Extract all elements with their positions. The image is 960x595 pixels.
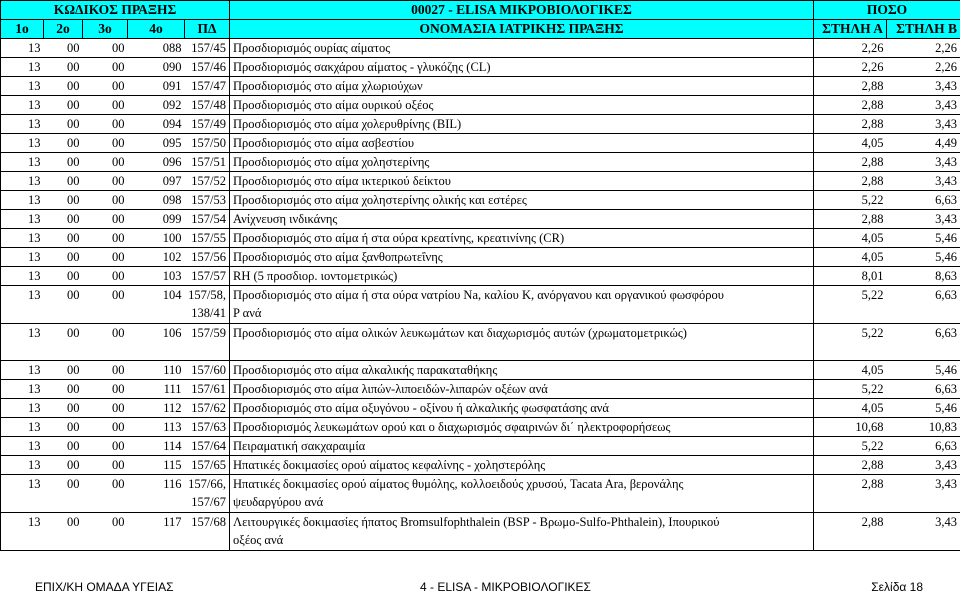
amount-col-b: 10,83 xyxy=(887,418,960,437)
code-part-4: 104 xyxy=(128,286,185,324)
amount-col-b: 6,63 xyxy=(887,286,960,324)
pd-code-line-2: 157/67 xyxy=(191,495,227,509)
amount-col-b: 5,46 xyxy=(887,229,960,248)
code-part-1: 13 xyxy=(1,191,44,210)
amount-col-b: 3,43 xyxy=(887,210,960,229)
code-part-4: 088 xyxy=(128,39,185,58)
code-part-1: 13 xyxy=(1,399,44,418)
pd-code: 157/54 xyxy=(185,210,230,229)
amount-col-b: 3,43 xyxy=(887,77,960,96)
procedure-name-line-2: P ανά xyxy=(233,306,262,320)
code-part-3: 00 xyxy=(83,475,128,513)
procedure-name: Προσδιορισμός στο αίμα ικτερικού δείκτου xyxy=(230,172,814,191)
amount-col-b: 6,63 xyxy=(887,437,960,456)
procedure-name xyxy=(230,475,814,513)
table-row xyxy=(1,115,960,134)
code-part-2: 00 xyxy=(44,399,83,418)
code-part-2: 00 xyxy=(44,380,83,399)
procedure-name xyxy=(230,513,814,551)
col1-header: 1ο xyxy=(1,20,44,39)
amount-col-a: 2,88 xyxy=(814,456,887,475)
col-a-header: ΣΤΗΛΗ Α xyxy=(814,20,887,39)
code-part-4: 099 xyxy=(128,210,185,229)
code-part-4: 112 xyxy=(128,399,185,418)
code-part-2: 00 xyxy=(44,39,83,58)
pd-code: 157/64 xyxy=(185,437,230,456)
code-part-4: 113 xyxy=(128,418,185,437)
table-row xyxy=(1,134,960,153)
code-part-2: 00 xyxy=(44,210,83,229)
amount-col-b: 3,43 xyxy=(887,513,960,551)
pd-code: 157/65 xyxy=(185,456,230,475)
code-part-3: 00 xyxy=(83,115,128,134)
amount-col-a: 5,22 xyxy=(814,286,887,324)
code-part-2: 00 xyxy=(44,456,83,475)
code-part-3: 00 xyxy=(83,361,128,380)
code-part-3: 00 xyxy=(83,210,128,229)
code-part-3: 00 xyxy=(83,418,128,437)
page-footer xyxy=(0,580,960,595)
amount-col-a: 2,88 xyxy=(814,475,887,513)
procedure-name: Προσδιορισμός στο αίμα χλωριούχων xyxy=(230,77,814,96)
table-row xyxy=(1,399,960,418)
code-part-3: 00 xyxy=(83,58,128,77)
amount-col-b: 3,43 xyxy=(887,172,960,191)
amount-col-a: 4,05 xyxy=(814,229,887,248)
amount-col-a: 2,26 xyxy=(814,58,887,77)
table-row xyxy=(1,286,960,324)
pd-code: 157/59 xyxy=(185,324,230,361)
code-part-3: 00 xyxy=(83,39,128,58)
table-row xyxy=(1,361,960,380)
code-part-4: 116 xyxy=(128,475,185,513)
amount-col-b: 2,26 xyxy=(887,58,960,77)
col2-header: 2ο xyxy=(44,20,83,39)
code-part-1: 13 xyxy=(1,115,44,134)
pd-code: 157/61 xyxy=(185,380,230,399)
pd-code: 157/51 xyxy=(185,153,230,172)
code-part-4: 111 xyxy=(128,380,185,399)
code-part-2: 00 xyxy=(44,58,83,77)
table-row xyxy=(1,153,960,172)
col3-header: 3ο xyxy=(83,20,128,39)
code-part-2: 00 xyxy=(44,286,83,324)
procedure-name: RH (5 προσδιορ. ιοντομετρικώς) xyxy=(230,267,814,286)
table-row xyxy=(1,58,960,77)
pd-code: 157/60 xyxy=(185,361,230,380)
code-part-2: 00 xyxy=(44,437,83,456)
code-part-1: 13 xyxy=(1,229,44,248)
procedure-name: Προσδιορισμός στο αίμα ουρικού οξέος xyxy=(230,96,814,115)
code-part-4: 115 xyxy=(128,456,185,475)
code-part-2: 00 xyxy=(44,115,83,134)
amount-col-b: 8,63 xyxy=(887,267,960,286)
amount-col-b: 4,49 xyxy=(887,134,960,153)
code-part-4: 103 xyxy=(128,267,185,286)
code-part-1: 13 xyxy=(1,286,44,324)
footer-group: ΕΠΙΧ/ΚΗ ΟΜΑΔΑ ΥΓΕΙΑΣ xyxy=(35,580,174,594)
procedure-name: Προσδιορισμός στο αίμα χολερυθρίνης (BIL) xyxy=(230,115,814,134)
pd-code xyxy=(185,286,230,324)
code-part-4: 098 xyxy=(128,191,185,210)
table-row xyxy=(1,191,960,210)
procedure-name-line-1: Λειτουργικές δοκιμασίες ήπατος Bromsulfophthalein (BSP - Βρωμο-Sulfo-Phthalein), Ιπουρικού xyxy=(233,515,720,529)
amount-col-a: 4,05 xyxy=(814,399,887,418)
pd-code-line-1: 157/66, xyxy=(188,477,227,491)
amount-col-b: 3,43 xyxy=(887,153,960,172)
pd-header: ΠΔ xyxy=(185,20,230,39)
code-part-2: 00 xyxy=(44,513,83,551)
code-part-3: 00 xyxy=(83,153,128,172)
code-part-3: 00 xyxy=(83,229,128,248)
col-b-header: ΣΤΗΛΗ Β xyxy=(887,20,960,39)
table-row xyxy=(1,210,960,229)
pd-code: 157/48 xyxy=(185,96,230,115)
procedure-name-line-2: οξέος ανά xyxy=(233,533,284,547)
code-part-1: 13 xyxy=(1,418,44,437)
code-part-3: 00 xyxy=(83,77,128,96)
footer-page-number: Σελίδα 18 xyxy=(871,580,923,594)
procedure-name: Ανίχνευση ινδικάνης xyxy=(230,210,814,229)
code-part-2: 00 xyxy=(44,191,83,210)
procedure-name-line-2: ψευδαργύρου ανά xyxy=(233,495,324,509)
table-row xyxy=(1,229,960,248)
amount-col-b: 5,46 xyxy=(887,248,960,267)
amount-col-a: 2,88 xyxy=(814,77,887,96)
procedure-name: Προσδιορισμός στο αίμα χοληστερίνης xyxy=(230,153,814,172)
table-row xyxy=(1,418,960,437)
code-part-2: 00 xyxy=(44,96,83,115)
table-row xyxy=(1,513,960,551)
footer-category: 4 - ELISA - ΜΙΚΡΟΒΙΟΛΟΓΙΚΕΣ xyxy=(420,580,591,594)
amount-col-b: 3,43 xyxy=(887,456,960,475)
table-row xyxy=(1,267,960,286)
procedure-name: Προσδιορισμός στο αίμα ολικών λευκωμάτων και διαχωρισμός αυτών (χρωματομετρικώς) xyxy=(230,324,814,361)
table-row xyxy=(1,380,960,399)
code-part-1: 13 xyxy=(1,267,44,286)
amount-col-b: 6,63 xyxy=(887,324,960,361)
amount-col-a: 5,22 xyxy=(814,380,887,399)
code-part-1: 13 xyxy=(1,475,44,513)
code-part-4: 117 xyxy=(128,513,185,551)
code-header: ΚΩΔΙΚΟΣ ΠΡΑΞΗΣ xyxy=(1,1,230,20)
procedure-name: Πειραματική σακχαραιμία xyxy=(230,437,814,456)
table-row xyxy=(1,248,960,267)
procedure-name: Ηπατικές δοκιμασίες ορού αίματος κεφαλίνης - χοληστερόλης xyxy=(230,456,814,475)
pd-code: 157/52 xyxy=(185,172,230,191)
code-part-2: 00 xyxy=(44,248,83,267)
code-part-4: 114 xyxy=(128,437,185,456)
code-part-1: 13 xyxy=(1,153,44,172)
code-part-4: 110 xyxy=(128,361,185,380)
code-part-2: 00 xyxy=(44,153,83,172)
procedure-name: Προσδιορισμός στο αίμα χοληστερίνης ολικής και εστέρες xyxy=(230,191,814,210)
code-part-2: 00 xyxy=(44,418,83,437)
code-part-3: 00 xyxy=(83,191,128,210)
table-row xyxy=(1,77,960,96)
procedure-name: Προσδιορισμός σακχάρου αίματος - γλυκόζης (CL) xyxy=(230,58,814,77)
table-row xyxy=(1,437,960,456)
code-part-3: 00 xyxy=(83,324,128,361)
procedure-name xyxy=(230,286,814,324)
code-part-1: 13 xyxy=(1,39,44,58)
amount-col-a: 4,05 xyxy=(814,248,887,267)
code-part-1: 13 xyxy=(1,324,44,361)
amount-col-a: 4,05 xyxy=(814,134,887,153)
code-part-1: 13 xyxy=(1,172,44,191)
code-part-3: 00 xyxy=(83,172,128,191)
table-row xyxy=(1,475,960,513)
amount-col-a: 2,88 xyxy=(814,96,887,115)
amount-col-b: 5,46 xyxy=(887,361,960,380)
pd-code-line-1: 157/58, xyxy=(188,288,227,302)
code-part-4: 092 xyxy=(128,96,185,115)
code-part-2: 00 xyxy=(44,229,83,248)
table-row xyxy=(1,39,960,58)
code-part-3: 00 xyxy=(83,134,128,153)
amount-col-b: 2,26 xyxy=(887,39,960,58)
procedure-name: Προσδιορισμός στο αίμα ή στα ούρα κρεατίνης, κρεατινίνης (CR) xyxy=(230,229,814,248)
table-row xyxy=(1,456,960,475)
amount-col-b: 5,46 xyxy=(887,399,960,418)
procedure-name: Προσδιορισμός στο αίμα οξυγόνου - οξίνου ή αλκαλικής φωσφατάσης ανά xyxy=(230,399,814,418)
amount-col-a: 2,88 xyxy=(814,115,887,134)
pd-code: 157/55 xyxy=(185,229,230,248)
code-part-4: 091 xyxy=(128,77,185,96)
code-part-3: 00 xyxy=(83,286,128,324)
code-part-3: 00 xyxy=(83,513,128,551)
pd-code: 157/50 xyxy=(185,134,230,153)
code-part-3: 00 xyxy=(83,456,128,475)
pd-code: 157/57 xyxy=(185,267,230,286)
procedure-name-line-1: Ηπατικές δοκιμασίες ορού αίματος θυμόλης, κολλοειδούς χρυσού, Tacata Ara, βερονάλης xyxy=(233,477,684,491)
header-row-2 xyxy=(1,20,960,39)
code-part-1: 13 xyxy=(1,134,44,153)
code-part-1: 13 xyxy=(1,210,44,229)
procedure-name: Προσδιορισμός στο αίμα αλκαλικής παρακαταθήκης xyxy=(230,361,814,380)
table-row xyxy=(1,96,960,115)
procedure-name-line-1: Προσδιορισμός στο αίμα ή στα ούρα νατρίου Na, καλίου K, ανόργανου και οργανικού φωσφόρου xyxy=(233,288,724,302)
table-row xyxy=(1,172,960,191)
code-part-1: 13 xyxy=(1,456,44,475)
amount-col-b: 3,43 xyxy=(887,115,960,134)
pd-code: 157/56 xyxy=(185,248,230,267)
code-part-2: 00 xyxy=(44,475,83,513)
code-part-3: 00 xyxy=(83,380,128,399)
amount-col-a: 2,88 xyxy=(814,153,887,172)
code-part-4: 106 xyxy=(128,324,185,361)
code-part-3: 00 xyxy=(83,267,128,286)
amount-col-b: 6,63 xyxy=(887,191,960,210)
procedure-name: Προσδιορισμός στο αίμα ξανθοπρωτεΐνης xyxy=(230,248,814,267)
pd-code: 157/46 xyxy=(185,58,230,77)
amount-col-a: 4,05 xyxy=(814,361,887,380)
procedure-name: Προσδιορισμός στο αίμα ασβεστίου xyxy=(230,134,814,153)
pd-code: 157/45 xyxy=(185,39,230,58)
header-row-1 xyxy=(1,1,960,20)
pd-code: 157/68 xyxy=(185,513,230,551)
amount-col-a: 5,22 xyxy=(814,437,887,456)
amount-col-b: 3,43 xyxy=(887,96,960,115)
code-part-2: 00 xyxy=(44,361,83,380)
amount-col-b: 3,43 xyxy=(887,475,960,513)
code-part-2: 00 xyxy=(44,77,83,96)
pd-code: 157/62 xyxy=(185,399,230,418)
name-header: ΟΝΟΜΑΣΙΑ ΙΑΤΡΙΚΗΣ ΠΡΑΞΗΣ xyxy=(230,20,814,39)
code-part-1: 13 xyxy=(1,248,44,267)
code-part-1: 13 xyxy=(1,58,44,77)
pd-code: 157/53 xyxy=(185,191,230,210)
code-part-3: 00 xyxy=(83,96,128,115)
category-header: 00027 - ELISA ΜΙΚΡΟΒΙΟΛΟΓΙΚΕΣ xyxy=(230,1,814,20)
code-part-1: 13 xyxy=(1,361,44,380)
code-part-1: 13 xyxy=(1,77,44,96)
code-part-1: 13 xyxy=(1,437,44,456)
pd-code: 157/63 xyxy=(185,418,230,437)
code-part-1: 13 xyxy=(1,513,44,551)
code-part-3: 00 xyxy=(83,437,128,456)
pd-code xyxy=(185,475,230,513)
code-part-3: 00 xyxy=(83,248,128,267)
code-part-4: 100 xyxy=(128,229,185,248)
pd-code: 157/49 xyxy=(185,115,230,134)
col4-header: 4ο xyxy=(128,20,185,39)
amount-col-a: 10,68 xyxy=(814,418,887,437)
code-part-4: 094 xyxy=(128,115,185,134)
table-row xyxy=(1,324,960,361)
code-part-1: 13 xyxy=(1,380,44,399)
amount-col-a: 2,88 xyxy=(814,210,887,229)
code-part-2: 00 xyxy=(44,324,83,361)
amount-col-a: 2,88 xyxy=(814,513,887,551)
amount-col-a: 5,22 xyxy=(814,324,887,361)
amount-header: ΠΟΣΟ xyxy=(814,1,960,20)
code-part-4: 095 xyxy=(128,134,185,153)
pd-code: 157/47 xyxy=(185,77,230,96)
code-part-2: 00 xyxy=(44,172,83,191)
code-part-4: 097 xyxy=(128,172,185,191)
amount-col-a: 2,26 xyxy=(814,39,887,58)
amount-col-a: 2,88 xyxy=(814,172,887,191)
procedure-name: Προσδιορισμός ουρίας αίματος xyxy=(230,39,814,58)
pd-code-line-2: 138/41 xyxy=(191,306,227,320)
amount-col-b: 6,63 xyxy=(887,380,960,399)
code-part-2: 00 xyxy=(44,134,83,153)
code-part-3: 00 xyxy=(83,399,128,418)
amount-col-a: 8,01 xyxy=(814,267,887,286)
code-part-2: 00 xyxy=(44,267,83,286)
procedure-name: Προσδιορισμός στο αίμα λιπών-λιποειδών-λιπαρών οξέων ανά xyxy=(230,380,814,399)
code-part-1: 13 xyxy=(1,96,44,115)
amount-col-a: 5,22 xyxy=(814,191,887,210)
code-part-4: 090 xyxy=(128,58,185,77)
code-part-4: 102 xyxy=(128,248,185,267)
procedure-name: Προσδιορισμός λευκωμάτων ορού και ο διαχωρισμός σφαιρινών δι΄ ηλεκτροφορήσεως xyxy=(230,418,814,437)
code-part-4: 096 xyxy=(128,153,185,172)
